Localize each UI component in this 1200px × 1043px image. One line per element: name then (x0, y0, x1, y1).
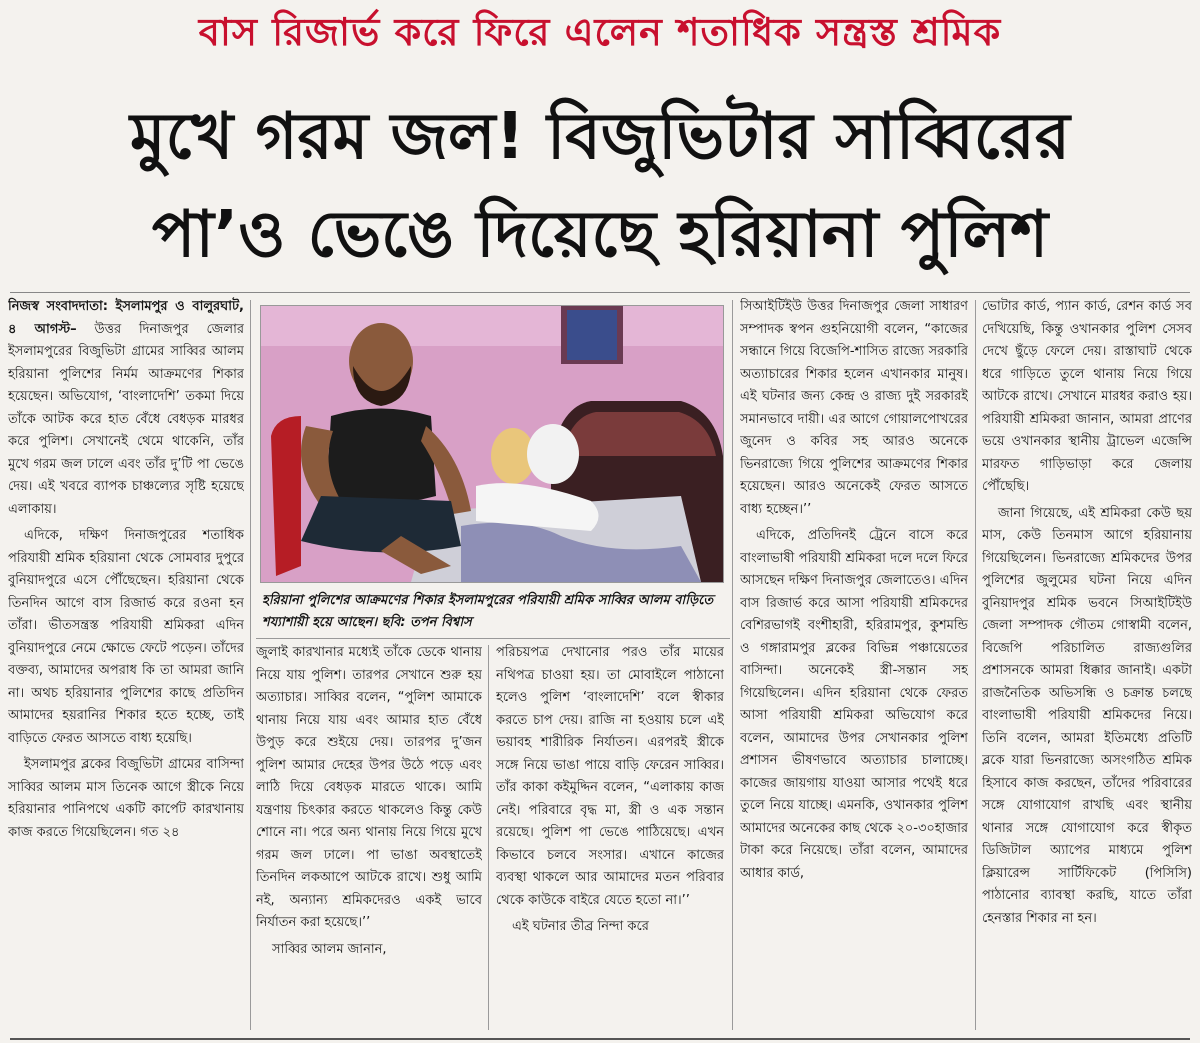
article-column-1 (8, 296, 244, 1026)
article-column-2 (256, 642, 482, 1030)
header-rule (10, 292, 1190, 293)
photo-caption: হরিয়ানা পুলিশের আক্রমণের শিকার ইসলামপুরের পরিযায়ী শ্রমিক সাব্বির আলম বাড়িতে শয্যাশায়ী হয়ে আছেন। ছবি: তপন বিশ্বাস (262, 593, 714, 630)
paragraph-text: উত্তর দিনাজপুর জেলার ইসলামপুরের বিজুভিটা গ্রামের সাব্বির আলম হরিয়ানা পুলিশের নির্মম আক্রমণের শিকার হয়েছেন। অভিযোগ, ‘বাংলাদেশি’ তকমা দিয়ে তাঁকে আটক করে হাত বেঁধে বেধড়ক মারধর করে পুলিশ। সেখানেই থেমে থাকেনি, তাঁর মুখে গরম জল ঢালে এবং তাঁর দু’টি পা ভেঙে দেয়। এই খবরে ব্যাপক চাঞ্চল্যের সৃষ্টি হয়েছে এলাকায়। (8, 321, 244, 517)
paragraph: জুলাই কারখানার মধ্যেই তাঁকে ডেকে থানায় নিয়ে যায় পুলিশ। তারপর সেখানে শুরু হয় অত্যাচার। সাব্বির বলেন, “পুলিশ আমাকে থানায় নিয়ে যায় এবং আমার হাত বেঁধে উপুড় করে শুইয়ে দেয়। তারপর দু’জন পুলিশ আমার দেহের উপর উঠে পড়ে এবং লাঠি দিয়ে বেধড়ক মারতে থাকে। আমি যন্ত্রণায় চিৎকার করতে থাকলেও কিন্তু কেউ শোনে না। পরে অন্য থানায় নিয়ে গিয়ে মুখে গরম জল ঢালে। পা ভাঙা অবস্থাতেই তিনদিন লকআপে আটকে রাখে। শুধু আমি নই, অন্যান্য শ্রমিকদেরও একই ভাবে নির্যাতন করা হয়েছে।’’ (256, 645, 482, 930)
paragraph: সাব্বির আলম জানান, (272, 941, 387, 957)
article-column-5 (982, 296, 1192, 1030)
paragraph: ভোটার কার্ড, প্যান কার্ড, রেশন কার্ড সব দেখিয়েছি, কিন্তু ওখানকার পুলিশ সেসব দেখে ছুঁড়ে ফেলে দেয়। রাস্তাঘাট থেকে ধরে গাড়িতে তুলে থানায় নিয়ে গিয়ে আটকে রাখে। সেখানে মারধর করাও হয়। পরিযায়ী শ্রমিকরা জানান, আমরা প্রাণের ভয়ে ওখানকার স্থানীয় ট্রাভেল এজেন্সি মারফত গাড়িভাড়া করে জেলায় পৌঁছেছি। (982, 299, 1192, 494)
dateline: নিজস্ব সংবাদদাতা: ইসলামপুর ও বালুরঘাট, ৪ আগস্ট– (8, 299, 244, 337)
paragraph: এদিকে, প্রতিদিনই ট্রেনে বাসে করে বাংলাভাষী পরিযায়ী শ্রমিকরা দলে দলে ফিরে আসছেন দক্ষিণ দিনাজপুর জেলাতেও। এদিন বাস রিজার্ভ করে আসা পরিযায়ী শ্রমিকদের বেশিরভাগই বংশীহারী, হরিরামপুর, কুশমন্ডি ও গঙ্গারামপুর ব্লকের বিভিন্ন পঞ্চায়েতের বাসিন্দা। অনেকেই স্ত্রী-সন্তান সহ গিয়েছিলেন। এদিন হরিয়ানা থেকে ফেরত আসা পরিযায়ী শ্রমিকরা অভিযোগ করে বলেন, আমাদের উপর সেখানকার পুলিশ প্রশাসন ভীষণভাবে অত্যাচার চালাচ্ছে। কাজের জায়গায় যাওয়া আসার পথেই ধরে তুলে নিয়ে যাচ্ছে। এমনকি, ওখানকার পুলিশ আমাদের অনেকের কাছ থেকে ২০-৩০হাজার টাকা করে নিয়েছে। তাঁরা বলেন, আমাদের আধার কার্ড, (740, 528, 968, 881)
news-photo (260, 305, 724, 583)
footer-rule (10, 1038, 1190, 1040)
article-column-3 (496, 642, 724, 1030)
paragraph: জানা গিয়েছে, এই শ্রমিকরা কেউ ছয় মাস, কেউ তিনমাস আগে হরিয়ানায় গিয়েছিলেন। ভিনরাজ্যে শ্রমিকদের উপর পুলিশের জুলুমের ঘটনা নিয়ে এদিন বুনিয়াদপুর শ্রমিক ভবনে সিআইটিইউ জেলা সম্পাদক গৌতম গোস্বামী বলেন, বিজেপি পরিচালিত রাজ্যগুলির প্রশাসনকে আমরা ধিক্কার জানাই। একটা রাজনৈতিক অভিসন্ধি ও চক্রান্ত চলছে বাংলাভাষী পরিযায়ী শ্রমিকদের নিয়ে। তিনি বলেন, আমরা ইতিমধ্যে প্রতিটি ব্লকে যারা ভিনরাজ্যে অসংগঠিত শ্রমিক হিসাবে কাজ করছেন, তাঁদের পরিবারের সঙ্গে যোগাযোগ রাখছি এবং স্থানীয় থানার সঙ্গে যোগাযোগ করে স্বীকৃত ডিজিটাল অ্যাপের মাধ্যমে পুলিশ ক্লিয়ারেন্স সার্টিফিকেট (পিসিসি) পাঠানোর ব্যাবস্থা করছি, যাতে তাঁরা হেনস্তার শিকার না হন। (982, 505, 1192, 926)
kicker-headline: বাস রিজার্ভ করে ফিরে এলেন শতাধিক সন্ত্রস্ত শ্রমিক (198, 10, 1002, 54)
column-divider (488, 645, 489, 1030)
headline-line-2: পা’ও ভেঙে দিয়েছে হরিয়ানা পুলিশ (151, 198, 1049, 272)
paragraph (8, 296, 244, 521)
main-headline (20, 88, 1180, 284)
paragraph: এই ঘটনার তীব্র নিন্দা করে (512, 919, 649, 934)
paragraph: সিআইটিইউ উত্তর দিনাজপুর জেলা সাধারণ সম্পাদক স্বপন গুহনিয়োগী বলেন, “কাজের সন্ধানে গিয়ে বিজেপি-শাসিত রাজ্যে সরকারি অত্যাচারের শিকার হলেন এখানকার মানুষ। এই ঘটনার জন্য কেন্দ্র ও রাজ্য দুই সরকারই সমানভাবে দায়ী। এর আগে গোয়ালপোখরের জুনেদ ও কবির সহ আরও অনেকে ভিনরাজ্যে গিয়ে পুলিশের আক্রমণের শিকার হয়েছেন। আরও অনেকেই ফেরত আসতে বাধ্য হচ্ছেন।’’ (740, 299, 968, 517)
column-divider (975, 300, 976, 1030)
paragraph: এদিকে, দক্ষিণ দিনাজপুরের শতাধিক পরিযায়ী শ্রমিক হরিয়ানা থেকে সোমবার দুপুরে বুনিয়াদপুরে এসে পৌঁছেছেন। হরিয়ানা থেকে তিনদিন আগে বাস রিজার্ভ করে রওনা হন তাঁরা। ভীতসন্ত্রস্ত পরিযায়ী শ্রমিকরা এদিন বুনিয়াদপুরে নেমে ক্ষোভে ফেটে পড়েন। তাঁদের বক্তব্য, আমাদের অপরাধ কি তা আমরা জানি না। অথচ হরিয়ানার পুলিশের কাছে প্রতিদিন আমাদের হয়রানির শিকার হতে হচ্ছে, তাই বাড়িতে ফেরত আসতে বাধ্য হয়েছি। (8, 528, 244, 746)
column-divider (732, 300, 733, 1030)
column-divider (250, 300, 251, 1030)
article-column-4 (740, 296, 968, 1030)
photo-illustration (261, 306, 723, 582)
caption-rule (256, 638, 730, 639)
headline-line-1: মুখে গরম জল! বিজুভিটার সাব্বিরের (130, 100, 1070, 174)
paragraph: পরিচয়পত্র দেখানোর পরও তাঁর মায়ের নথিপত্র চাওয়া হয়। তা মোবাইলে পাঠানো হলেও পুলিশ ‘বাংলাদেশি’ বলে স্বীকার করতে চাপ দেয়। রাজি না হওয়ায় চলে এই ভয়াবহ শারীরিক নির্যাতন। এরপরই স্ত্রীকে সঙ্গে নিয়ে ভাঙা পায়ে বাড়ি ফেরেন সাব্বির। তাঁর কাকা কইমুদ্দিন বলেন, “এলাকায় কাজ নেই। পরিবারে বৃদ্ধ মা, স্ত্রী ও এক সন্তান রয়েছে। পুলিশ পা ভেঙে পাঠিয়েছে। এখন কিভাবে চলবে সংসার। এখানে কাজের ব্যবস্থা থাকলে আর আমাদের মতন পরিবার থেকে কাউকে বাইরে যেতে হতো না।’’ (496, 645, 724, 908)
paragraph: ইসলামপুর ব্লকের বিজুভিটা গ্রামের বাসিন্দা সাব্বির আলম মাস তিনেক আগে স্ত্রীকে নিয়ে হরিয়ানার পানিপথে একটি কার্পেট কারখানায় কাজ করতে গিয়েছিলেন। গত ২৪ (8, 757, 244, 840)
